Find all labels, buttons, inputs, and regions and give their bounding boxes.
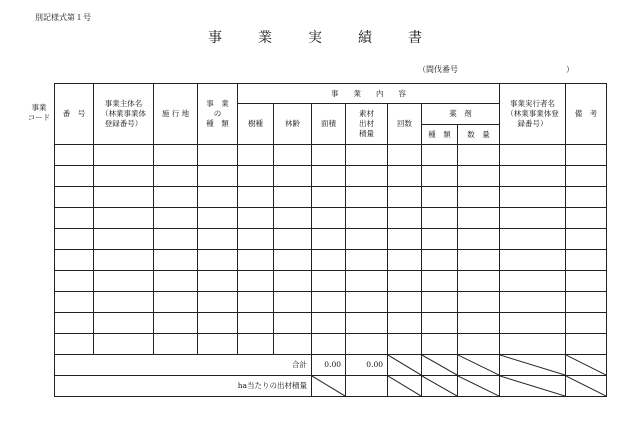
table-cell[interactable] [55,187,94,208]
footer-total-label: 合計 [55,355,312,376]
table-cell[interactable] [94,208,154,229]
table-cell[interactable] [346,166,388,187]
table-cell[interactable] [458,187,500,208]
struck-out-cell [388,355,422,376]
table-cell[interactable] [566,229,607,250]
table-cell[interactable] [238,166,274,187]
table-cell[interactable] [154,313,198,334]
header-age: 林齢 [274,104,312,145]
table-cell[interactable] [238,187,274,208]
table-cell[interactable] [388,145,422,166]
table-cell[interactable] [500,292,566,313]
table-cell[interactable] [55,313,94,334]
table-cell[interactable] [458,334,500,355]
struck-out-cell [566,376,607,397]
table-cell[interactable] [312,229,346,250]
table-cell[interactable] [388,313,422,334]
struck-out-cell [312,376,346,397]
table-cell[interactable] [500,208,566,229]
struck-out-cell [566,355,607,376]
table-cell[interactable] [274,187,312,208]
table-cell[interactable] [500,313,566,334]
table-cell[interactable] [198,187,238,208]
table-cell[interactable] [312,292,346,313]
table-cell[interactable] [94,145,154,166]
table-cell[interactable] [154,208,198,229]
business-code-label: 事業 コード [27,103,51,122]
table-cell[interactable] [566,313,607,334]
header-entity: 事業主体名 （林業事業体 登録番号） [94,84,154,145]
table-cell[interactable] [458,229,500,250]
table-cell[interactable] [346,250,388,271]
table-row [55,292,607,313]
table-cell[interactable] [274,250,312,271]
header-chem-qty: 数 量 [458,125,500,145]
table-cell[interactable] [422,208,458,229]
table-cell[interactable] [198,292,238,313]
header-content: 事 業 内 容 [238,84,500,104]
table-cell[interactable] [154,145,198,166]
table-cell[interactable] [198,208,238,229]
footer-volume: 0.00 [346,355,388,376]
table-cell[interactable] [458,271,500,292]
table-cell[interactable] [458,250,500,271]
table-cell[interactable] [458,166,500,187]
table-cell[interactable] [198,166,238,187]
table-cell[interactable] [312,145,346,166]
table-cell[interactable] [238,145,274,166]
footer-per-ha-label: ha当たりの出材積量 [55,376,312,397]
table-cell[interactable] [566,250,607,271]
table-cell[interactable] [94,187,154,208]
table-cell[interactable] [500,250,566,271]
table-cell[interactable] [198,229,238,250]
footer-volume [346,376,388,397]
table-cell[interactable] [500,271,566,292]
table-cell[interactable] [154,334,198,355]
table-cell[interactable] [346,334,388,355]
table-row [55,187,607,208]
header-chem-type: 種 類 [422,125,458,145]
table-cell[interactable] [312,250,346,271]
table-cell[interactable] [55,229,94,250]
table-cell[interactable] [458,292,500,313]
table-cell[interactable] [388,334,422,355]
table-cell[interactable] [238,313,274,334]
table-cell[interactable] [566,334,607,355]
header-species: 樹種 [238,104,274,145]
struck-out-cell [388,376,422,397]
table-cell[interactable] [388,208,422,229]
table-row [55,145,607,166]
document-title: 事 業 実 績 書 [208,30,433,46]
struck-out-cell [458,355,500,376]
struck-out-cell [422,376,458,397]
table-cell[interactable] [55,334,94,355]
table-cell[interactable] [274,229,312,250]
record-table [54,83,607,397]
footer-row [55,376,607,397]
table-cell[interactable] [388,271,422,292]
table-cell[interactable] [500,187,566,208]
table-cell[interactable] [388,250,422,271]
table-cell[interactable] [154,271,198,292]
table-cell[interactable] [346,229,388,250]
table-cell[interactable] [500,145,566,166]
table-cell[interactable] [154,187,198,208]
table-cell[interactable] [94,166,154,187]
table-cell[interactable] [55,271,94,292]
table-cell[interactable] [500,334,566,355]
table-cell[interactable] [312,208,346,229]
table-cell[interactable] [566,292,607,313]
table-cell[interactable] [154,166,198,187]
table-cell[interactable] [274,271,312,292]
table-cell[interactable] [198,250,238,271]
table-cell[interactable] [458,313,500,334]
table-cell[interactable] [55,208,94,229]
table-cell[interactable] [55,250,94,271]
thinning-number-label: （間伐番号 [418,65,458,74]
header-times: 回数 [388,104,422,145]
struck-out-cell [500,376,566,397]
table-cell[interactable] [154,250,198,271]
header-location: 施 行 地 [154,84,198,145]
table-cell[interactable] [388,166,422,187]
table-cell[interactable] [566,187,607,208]
table-cell[interactable] [422,271,458,292]
table-row [55,313,607,334]
table-cell[interactable] [566,208,607,229]
table-cell[interactable] [346,187,388,208]
table-cell[interactable] [312,313,346,334]
header-executor: 事業実行者名 （林業事業体登 録番号） [500,84,566,145]
table-cell[interactable] [566,145,607,166]
table-cell[interactable] [94,313,154,334]
table-cell[interactable] [238,271,274,292]
table-cell[interactable] [198,271,238,292]
table-cell[interactable] [238,229,274,250]
table-cell[interactable] [346,208,388,229]
table-cell[interactable] [274,166,312,187]
table-cell[interactable] [198,145,238,166]
header-no: 番 号 [55,84,94,145]
table-cell[interactable] [422,313,458,334]
table-cell[interactable] [312,187,346,208]
table-cell[interactable] [388,187,422,208]
table-cell[interactable] [55,166,94,187]
table-cell[interactable] [346,271,388,292]
table-cell[interactable] [312,271,346,292]
table-cell[interactable] [500,166,566,187]
table-cell[interactable] [346,145,388,166]
table-cell[interactable] [55,145,94,166]
table-row [55,334,607,355]
table-row [55,271,607,292]
table-row [55,229,607,250]
struck-out-cell [458,376,500,397]
table-cell[interactable] [238,334,274,355]
table-cell[interactable] [238,250,274,271]
table-cell[interactable] [500,229,566,250]
header-kind: 事 業 の 種 類 [198,84,238,145]
struck-out-cell [500,355,566,376]
table-cell[interactable] [458,145,500,166]
header-area: 面積 [312,104,346,145]
header-volume: 素材 出材 積量 [346,104,388,145]
table-cell[interactable] [94,292,154,313]
table-cell[interactable] [238,292,274,313]
struck-out-cell [422,355,458,376]
table-cell[interactable] [388,229,422,250]
table-cell[interactable] [274,334,312,355]
table-cell[interactable] [94,334,154,355]
footer-area: 0.00 [312,355,346,376]
table-cell[interactable] [422,145,458,166]
table-cell[interactable] [346,292,388,313]
table-cell[interactable] [422,334,458,355]
table-cell[interactable] [458,208,500,229]
table-cell[interactable] [422,292,458,313]
table-cell[interactable] [346,313,388,334]
table-cell[interactable] [422,166,458,187]
table-cell[interactable] [566,166,607,187]
table-cell[interactable] [198,313,238,334]
thinning-number-close: ） [566,65,574,74]
table-row [55,250,607,271]
footer-row [55,355,607,376]
table-cell[interactable] [94,229,154,250]
table-cell[interactable] [422,187,458,208]
table-cell[interactable] [274,145,312,166]
table-cell[interactable] [154,229,198,250]
form-number: 別記様式第１号 [35,13,91,22]
table-cell[interactable] [312,166,346,187]
table-cell[interactable] [274,292,312,313]
table-cell[interactable] [422,250,458,271]
table-cell[interactable] [274,313,312,334]
table-cell[interactable] [238,208,274,229]
table-cell[interactable] [94,271,154,292]
table-cell[interactable] [274,208,312,229]
table-cell[interactable] [198,334,238,355]
table-row [55,208,607,229]
header-chemical: 薬 剤 [422,104,500,125]
table-cell[interactable] [566,271,607,292]
table-cell[interactable] [388,292,422,313]
table-cell[interactable] [312,334,346,355]
table-cell[interactable] [94,250,154,271]
header-remarks: 備 考 [566,84,607,145]
table-cell[interactable] [55,292,94,313]
table-cell[interactable] [422,229,458,250]
table-cell[interactable] [154,292,198,313]
table-row [55,166,607,187]
